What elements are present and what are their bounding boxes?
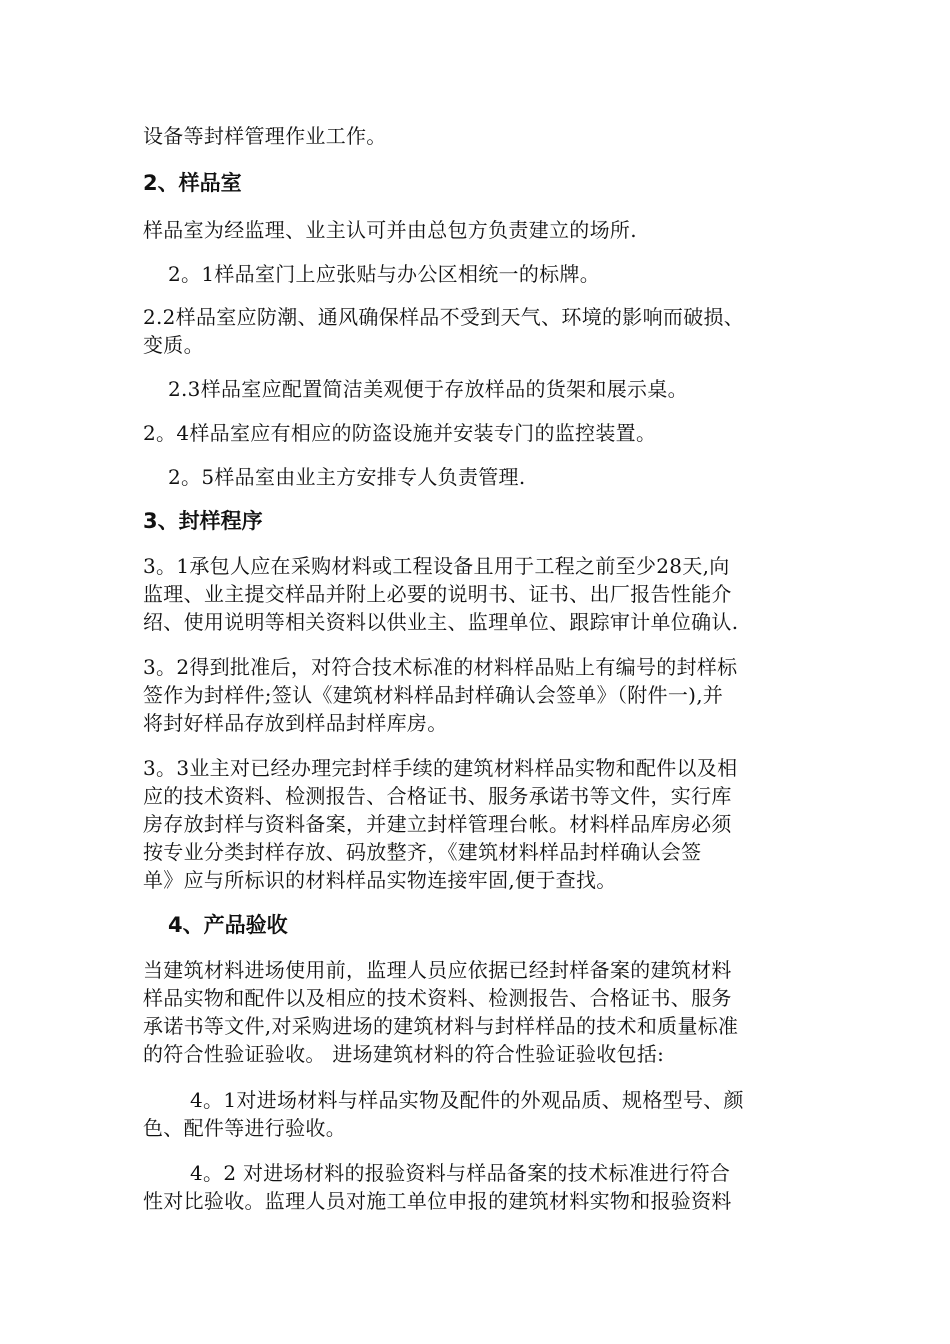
clause-3-2-line-3: 将封好样品存放到样品封样库房。 xyxy=(143,711,448,735)
clause-3-3-line-3: 房存放封样与资料备案，并建立封样管理台帐。材料样品库房必须 xyxy=(143,812,732,836)
clause-3-2-line-2: 签作为封样件;签认《建筑材料样品封样确认会签单》（附件一),并 xyxy=(143,683,724,707)
clause-2-3: 2.3样品室应配置简洁美观便于存放样品的货架和展示桌。 xyxy=(168,377,688,401)
clause-3-2-line-1: 3。2得到批准后，对符合技术标准的材料样品贴上有编号的封样标 xyxy=(143,655,738,679)
section-3-heading: 3、封样程序 xyxy=(143,509,263,533)
clause-2-5: 2。5样品室由业主方安排专人负责管理. xyxy=(168,465,526,489)
section-4-paragraph-line-1: 当建筑材料进场使用前，监理人员应依据已经封样备案的建筑材料 xyxy=(143,958,732,982)
section-4-paragraph-line-3: 承诺书等文件,对采购进场的建筑材料与封样样品的技术和质量标准 xyxy=(143,1014,739,1038)
intro-text: 设备等封样管理作业工作。 xyxy=(143,124,387,148)
clause-2-4: 2。4样品室应有相应的防盗设施并安装专门的监控装置。 xyxy=(143,421,657,445)
section-2-heading: 2、样品室 xyxy=(143,171,242,195)
clause-3-1-line-1: 3。1承包人应在采购材料或工程设备且用于工程之前至少28天,向 xyxy=(143,554,730,578)
clause-4-2-line-2: 性对比验收。监理人员对施工单位申报的建筑材料实物和报验资料 xyxy=(143,1189,732,1213)
clause-4-1-line-1: 4。1对进场材料与样品实物及配件的外观品质、规格型号、颜 xyxy=(190,1088,744,1112)
section-4-paragraph-line-4: 的符合性验证验收。 进场建筑材料的符合性验证验收包括: xyxy=(143,1042,665,1066)
clause-4-1-line-2: 色、配件等进行验收。 xyxy=(143,1116,346,1140)
clause-3-1-line-2: 监理、业主提交样品并附上必要的说明书、证书、出厂报告性能介 xyxy=(143,582,732,606)
clause-2-2-line-1: 2.2样品室应防潮、通风确保样品不受到天气、环境的影响而破损、 xyxy=(143,305,745,329)
clause-3-3-line-2: 应的技术资料、检测报告、合格证书、服务承诺书等文件，实行库 xyxy=(143,784,732,808)
clause-2-1: 2。1样品室门上应张贴与办公区相统一的标牌。 xyxy=(168,262,601,286)
clause-3-3-line-5: 单》应与所标识的材料样品实物连接牢固,便于查找。 xyxy=(143,868,617,892)
clause-3-1-line-3: 绍、使用说明等相关资料以供业主、监理单位、跟踪审计单位确认. xyxy=(143,610,739,634)
clause-3-3-line-4: 按专业分类封样存放、码放整齐，《建筑材料样品封样确认会签 xyxy=(143,840,702,864)
section-4-paragraph-line-2: 样品实物和配件以及相应的技术资料、检测报告、合格证书、服务 xyxy=(143,986,732,1010)
section-2-paragraph: 样品室为经监理、业主认可并由总包方负责建立的场所. xyxy=(143,218,637,242)
clause-3-3-line-1: 3。3业主对已经办理完封样手续的建筑材料样品实物和配件以及相 xyxy=(143,756,738,780)
clause-2-2-line-2: 变质。 xyxy=(143,333,204,357)
section-4-heading: 4、产品验收 xyxy=(168,913,288,937)
clause-4-2-line-1: 4。2 对进场材料的报验资料与样品备案的技术标准进行符合 xyxy=(190,1161,731,1185)
